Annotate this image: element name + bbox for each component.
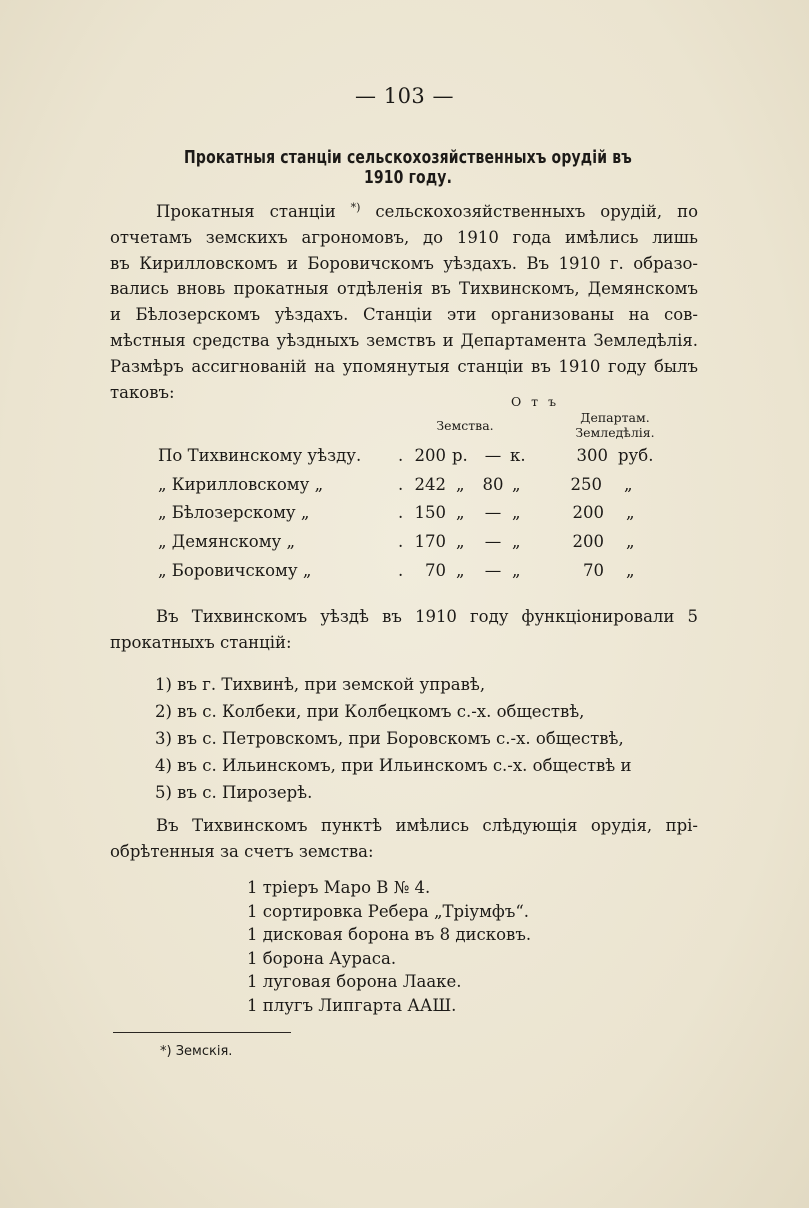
list-item: 1 тріеръ Маро В № 4. [247, 878, 431, 897]
text-line: Прокатныя станціи *) сельскохозяйственныхъ орудій, по [156, 201, 699, 221]
table-header-from: О т ъ [510, 394, 560, 409]
zemstvo-kop: — [484, 503, 502, 522]
row-label: „ Боровичскому „ [158, 561, 312, 580]
zemstvo-rub: 150 [414, 503, 446, 522]
footnote: *) Земскія. [160, 1044, 233, 1059]
text-line: Въ Тихвинскомъ пунктѣ имѣлись слѣдующія орудія, прі- [156, 816, 698, 835]
table-row: По Тихвинскому уѣзду. . 200 р. — к. 300 руб. [158, 446, 654, 465]
list-item: 1 плугъ Липгарта ААШ. [247, 995, 457, 1015]
text-line: мѣстныя средства уѣздныхъ земствъ и Департамента Земледѣлія. [110, 330, 698, 350]
row-label: „ Демянскому „ [158, 532, 296, 551]
text-line: отчетамъ земскихъ агрономовъ, до 1910 года имѣлись лишь [110, 227, 698, 247]
point-paragraph [110, 813, 698, 865]
page-number: — 103 — [355, 84, 454, 108]
text-line: вались вновь прокатныя отдѣленія въ Тихвинскомъ, Демянскомъ [110, 279, 698, 299]
zemstvo-rub: 170 [414, 532, 446, 551]
text-line: въ Кирилловскомъ и Боровичскомъ уѣздахъ. Въ 1910 г. образо- [110, 253, 698, 273]
table-header-department: Департам. Земледѣлія. [575, 410, 655, 440]
zemstvo-rub: 70 [425, 561, 446, 580]
table-row: „ Бѣлозерскому „ . 150 „ — „ 200 „ [158, 503, 635, 522]
text-line: прокатныхъ станцій: [110, 632, 292, 652]
zemstvo-kop: — [484, 446, 502, 465]
text-line: Въ Тихвинскомъ уѣздѣ въ 1910 году функціонировали 5 [156, 607, 698, 626]
text-line: и Бѣлозерскомъ уѣздахъ. Станціи эти организованы на сов- [110, 305, 698, 325]
stations-list [155, 671, 632, 806]
zemstvo-kop: 80 [482, 475, 504, 494]
row-label: По Тихвинскому уѣзду. [158, 446, 362, 465]
list-item: 2) въ с. Колбеки, при Колбецкомъ с.-х. обществѣ, [155, 702, 585, 721]
list-item: 5) въ с. Пирозерѣ. [155, 783, 313, 802]
tools-list [247, 876, 531, 1017]
tikhvin-paragraph [110, 604, 698, 656]
table-header-zemstva: Земства. [436, 418, 494, 433]
table-row: „ Кирилловскому „ . 242 „ 80 „ 250 „ [158, 475, 633, 494]
zemstvo-rub: 242 [414, 475, 446, 494]
list-item: 3) въ с. Петровскомъ, при Боровскомъ с.-х. обществѣ, [155, 729, 624, 748]
department-amount: 200 [572, 532, 604, 551]
zemstvo-kop: — [484, 561, 502, 580]
footnote-rule [113, 1032, 291, 1033]
list-item: 1) въ г. Тихвинѣ, при земской управѣ, [155, 675, 486, 694]
department-amount: 300 [576, 446, 608, 465]
list-item: 4) въ с. Ильинскомъ, при Ильинскомъ с.-х. обществѣ и [155, 756, 632, 775]
list-item: 1 сортировка Ребера „Тріумфъ“. [247, 901, 530, 921]
row-label: „ Бѣлозерскому „ [158, 503, 310, 522]
list-item: 1 борона Ауpaca. [247, 948, 397, 968]
list-item: 1 луговая борона Лааке. [247, 972, 462, 991]
section-title: Прокатныя станціи сельскохозяйственныхъ орудій въ 1910 году. [184, 148, 632, 188]
text-line: таковъ: [110, 382, 175, 402]
footnote-marker: *) [350, 201, 361, 214]
table-row: „ Демянскому „ . 170 „ — „ 200 „ [158, 532, 635, 551]
text-line: Размѣръ ассигнованій на упомянутыя станціи въ 1910 году былъ [110, 356, 698, 376]
row-label: „ Кирилловскому „ [158, 475, 324, 494]
table-row: „ Боровичскому „ . 70 „ — „ 70 „ [158, 561, 635, 580]
department-amount: 200 [572, 503, 604, 522]
intro-paragraph [110, 195, 698, 405]
list-item: 1 дисковая борона въ 8 дисковъ. [247, 925, 532, 944]
text-line: обрѣтенныя за счетъ земства: [110, 841, 374, 861]
zemstvo-rub: 200 [414, 446, 446, 465]
department-amount: 70 [583, 561, 604, 580]
zemstvo-kop: — [484, 532, 502, 551]
department-amount: 250 [570, 475, 602, 494]
